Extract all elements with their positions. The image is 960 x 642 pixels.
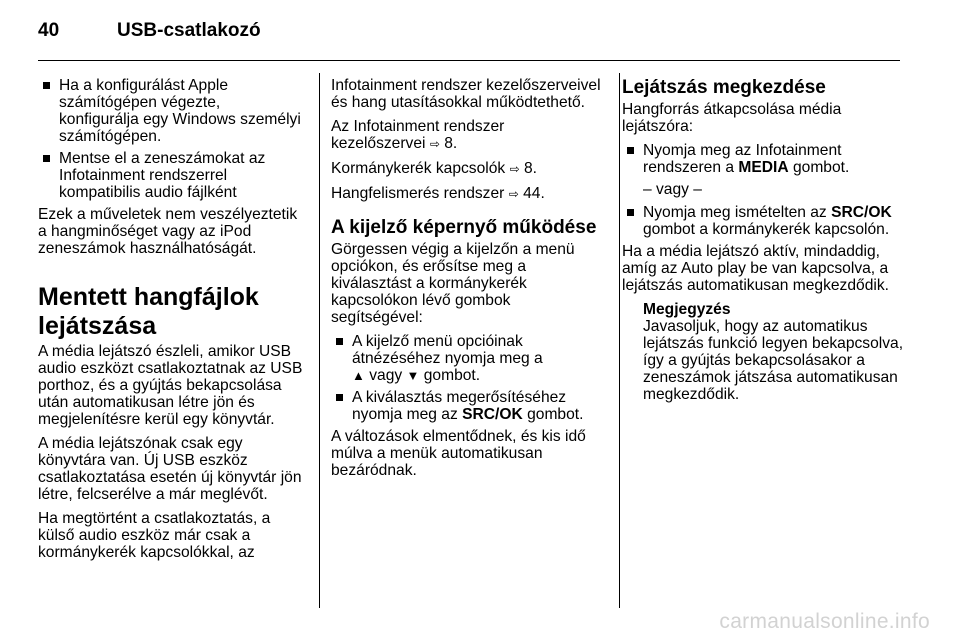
- key-label: MEDIA: [738, 159, 789, 176]
- paragraph-text: Kormánykerék kapcsolók: [331, 160, 506, 177]
- list-item: [331, 389, 601, 423]
- paragraph: Ha a média lejátszó aktív, mindaddig, amíg az Auto play be van kapcsolva, a lejátszás automatikusan megkezdődik.: [622, 243, 889, 294]
- list-item-text: gombot.: [423, 367, 481, 384]
- up-arrow-icon: ▲: [352, 368, 365, 383]
- list-item-text: Nyomja meg ismételten az: [643, 204, 827, 221]
- paragraph: Infotainment rendszer kezelőszerveivel és hang utasításokkal működtethető.: [331, 77, 601, 111]
- list-item: [622, 142, 906, 176]
- section-heading: Lejátszás megkezdése: [622, 77, 826, 98]
- bullet-square-icon: [43, 155, 50, 162]
- paragraph: [331, 160, 601, 178]
- page-reference[interactable]: 8.: [444, 135, 458, 152]
- paragraph-text: Hangfelismerés rendszer: [331, 185, 505, 202]
- column-3: [622, 77, 906, 403]
- or-separator: – vagy –: [643, 181, 702, 198]
- page-number: 40: [38, 20, 60, 41]
- header-rule: [38, 60, 900, 61]
- list-item: [331, 333, 601, 384]
- list-item-text: A kijelző menü opcióinak átnézéséhez nyomja meg a: [352, 333, 543, 367]
- bullet-square-icon: [336, 338, 343, 345]
- bullet-square-icon: [627, 147, 634, 154]
- paragraph: [331, 185, 601, 203]
- page-title: USB-csatlakozó: [117, 20, 261, 41]
- note-body: Javasoljuk, hogy az automatikus lejátszás funkció legyen bekapcsolva, így a gyújtás bekapcsolásakor a zeneszámok játszása automatikusan megkezdődik.: [643, 318, 904, 403]
- column-divider-1: [319, 73, 320, 608]
- list-item: [38, 77, 303, 145]
- paragraph: Görgessen végig a kijelzőn a menü opciókon, és erősítse meg a kiválasztást a kormánykerék kapcsolókon lévő gombok segítségével:: [331, 241, 575, 326]
- bullet-square-icon: [43, 82, 50, 89]
- note-box: [643, 301, 906, 403]
- list-item-text: Ha a konfigurálást Apple számítógépen végezte, konfigurálja egy Windows személyi számítógépen.: [59, 77, 301, 145]
- list-item-text: gombot.: [792, 159, 850, 176]
- list-item-text: vagy: [369, 367, 403, 384]
- page-reference-icon: ⇨: [429, 137, 440, 151]
- paragraph: Ha megtörtént a csatlakoztatás, a külső audio eszköz már csak a kormánykerék kapcsolókkal, az: [38, 510, 271, 561]
- list-item-text: Mentse el a zeneszámokat az Infotainment rendszerrel kompatibilis audio fájlként: [59, 150, 266, 201]
- paragraph: A média lejátszó észleli, amikor USB audio eszközt csatlakoztatnak az USB porthoz, és a gyújtás bekapcsolása után automatikusan létre jön és megjelenítésre kerül egy könyvtár.: [38, 343, 303, 428]
- page-reference[interactable]: 8.: [523, 160, 537, 177]
- list-item-text: gombot.: [527, 406, 584, 423]
- page-reference[interactable]: 44.: [523, 185, 545, 202]
- list-item-text: A kiválasztás megerősítéséhez nyomja meg az: [352, 389, 567, 423]
- section-heading: A kijelző képernyő működése: [331, 217, 597, 238]
- paragraph: A média lejátszónak csak egy könyvtára van. Új USB eszköz csatlakoztatása esetén új könyvtár jön létre, felcserélve a már meglévőt.: [38, 435, 302, 503]
- key-label: SRC/OK: [462, 406, 523, 423]
- list-item: [38, 150, 303, 201]
- paragraph: A változások elmentődnek, és kis idő múlva a menük automatikusan bezáródnak.: [331, 428, 586, 479]
- paragraph: Ezek a műveletek nem veszélyeztetik a hangminőséget vagy az iPod zeneszámok használhatóságát.: [38, 206, 298, 257]
- bullet-square-icon: [627, 209, 634, 216]
- column-divider-2: [619, 73, 620, 608]
- note-title: Megjegyzés: [643, 301, 731, 318]
- page-reference-icon: ⇨: [508, 187, 519, 201]
- bullet-square-icon: [336, 394, 343, 401]
- column-2: [331, 77, 601, 486]
- down-arrow-icon: ▼: [406, 368, 420, 383]
- paragraph: [331, 118, 601, 153]
- list-item-text: gombot a kormánykerék kapcsolón.: [643, 221, 890, 238]
- paragraph: Hangforrás átkapcsolása média lejátszóra:: [622, 101, 842, 135]
- paragraph-text: Az Infotainment rendszer kezelőszervei: [331, 118, 505, 152]
- list-item-text: Nyomja meg az Infotainment rendszeren a: [643, 142, 842, 176]
- page-reference-icon: ⇨: [509, 162, 520, 176]
- section-heading: Mentett hangfájlok lejátszása: [38, 283, 259, 340]
- column-1: [38, 77, 303, 568]
- watermark: carmanualsonline.info: [719, 610, 930, 633]
- key-label: SRC/OK: [831, 204, 892, 221]
- list-item: [622, 204, 906, 238]
